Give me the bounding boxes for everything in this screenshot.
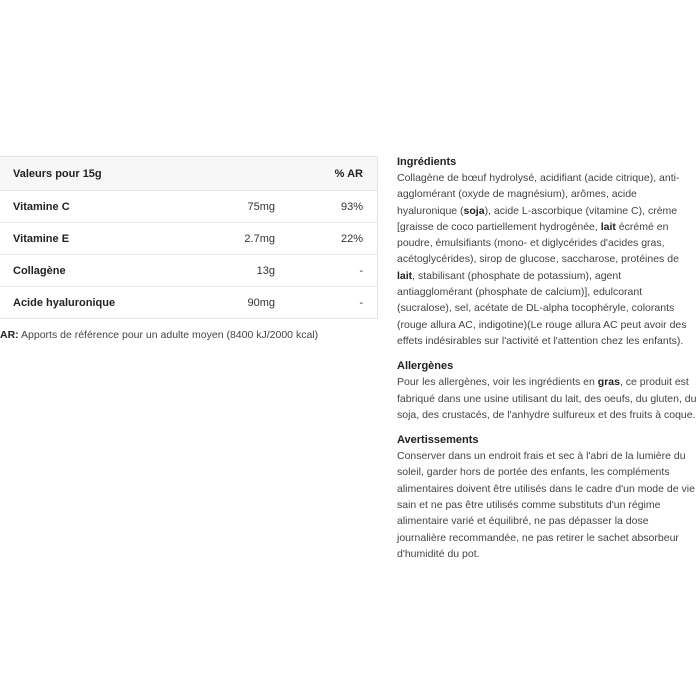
row-ar: 22%	[275, 223, 378, 255]
allergen-lait: lait	[397, 269, 413, 282]
ingredients-part: écrémé en poudre, émulsifiants (mono- et diglycérides d'acides gras, acétoglycérides), sirop de glucose, saccharose, protéines de	[397, 220, 679, 266]
row-ar: -	[275, 255, 378, 287]
ingredients-part: ), acide L-ascorbique (vitamine C), crème [graisse de coco partiellement hydrogénée,	[397, 204, 678, 233]
allergenes-part: Pour les allergènes, voir les ingrédients en	[397, 376, 598, 389]
header-ar: % AR	[275, 157, 378, 191]
allergen-soja: soja	[463, 204, 485, 217]
row-qty: 13g	[203, 255, 275, 287]
ingredients-title: Ingrédients	[397, 156, 457, 168]
table-row	[0, 191, 378, 223]
reference-note	[0, 329, 378, 341]
row-qty: 2.7mg	[203, 223, 275, 255]
row-qty: 75mg	[203, 191, 275, 223]
row-name: Vitamine C	[0, 191, 203, 223]
allergenes-part: , ce produit est fabriqué dans une usine utilisant du lait, des oeufs, du gluten, du soja, des crustacés, de l'anhydre sulfureux et des fruits à coque.	[397, 376, 697, 421]
nutrition-table	[0, 156, 378, 319]
allergenes-title: Allergènes	[397, 360, 454, 373]
ingredients-part: Collagène de bœuf hydrolysé, acidifiant (acide citrique), anti-agglomérant (oxyde de magnésium), arômes, acide hyaluronique (	[397, 172, 680, 217]
note-text: Apports de référence pour un adulte moyen (8400 kJ/2000 kcal)	[18, 329, 319, 341]
header-qty	[203, 157, 275, 191]
row-qty: 90mg	[203, 287, 275, 319]
avertissements-title: Avertissements	[397, 434, 479, 447]
ingredients-text	[397, 170, 697, 349]
table-row	[0, 223, 378, 255]
allergenes-text	[397, 374, 697, 423]
row-ar: -	[275, 287, 378, 319]
row-name: Acide hyaluronique	[0, 287, 203, 319]
avertissements-text: Conserver dans un endroit frais et sec à l'abri de la lumière du soleil, garder hors de portée des enfants, les compléments alimentaires doivent être utilisés dans le cadre d'un mode de vie sain et ne pas être utilisés comme substituts d'un régime alimentaire varié et équilibré, ne pas dépasser la dose journalière recommandée, ne pas retirer le sachet absorbeur d'humidité du pot.	[397, 450, 695, 560]
row-name: Collagène	[0, 255, 203, 287]
allergen-lait: lait	[600, 220, 616, 233]
table-row	[0, 255, 378, 287]
row-ar: 93%	[275, 191, 378, 223]
table-row	[0, 287, 378, 319]
ingredients-part: , stabilisant (phosphate de potassium), agent antiagglomérant (phosphate de calcium)], edulcorant (sucralose), sel, acétate de DL-alpha tocophéryle, colorants (rouge allura AC, indigotine)(Le rouge allura AC peut avoir des effets indésirables sur l'activité et l'attention chez les enfants).	[397, 269, 687, 347]
table-header-row	[0, 157, 378, 191]
header-name: Valeurs pour 15g	[0, 157, 203, 191]
allergenes-bold: gras	[597, 376, 620, 389]
nutrition-panel	[0, 156, 378, 341]
row-name: Vitamine E	[0, 223, 203, 255]
note-label: AR:	[0, 329, 19, 341]
product-info	[397, 155, 697, 572]
